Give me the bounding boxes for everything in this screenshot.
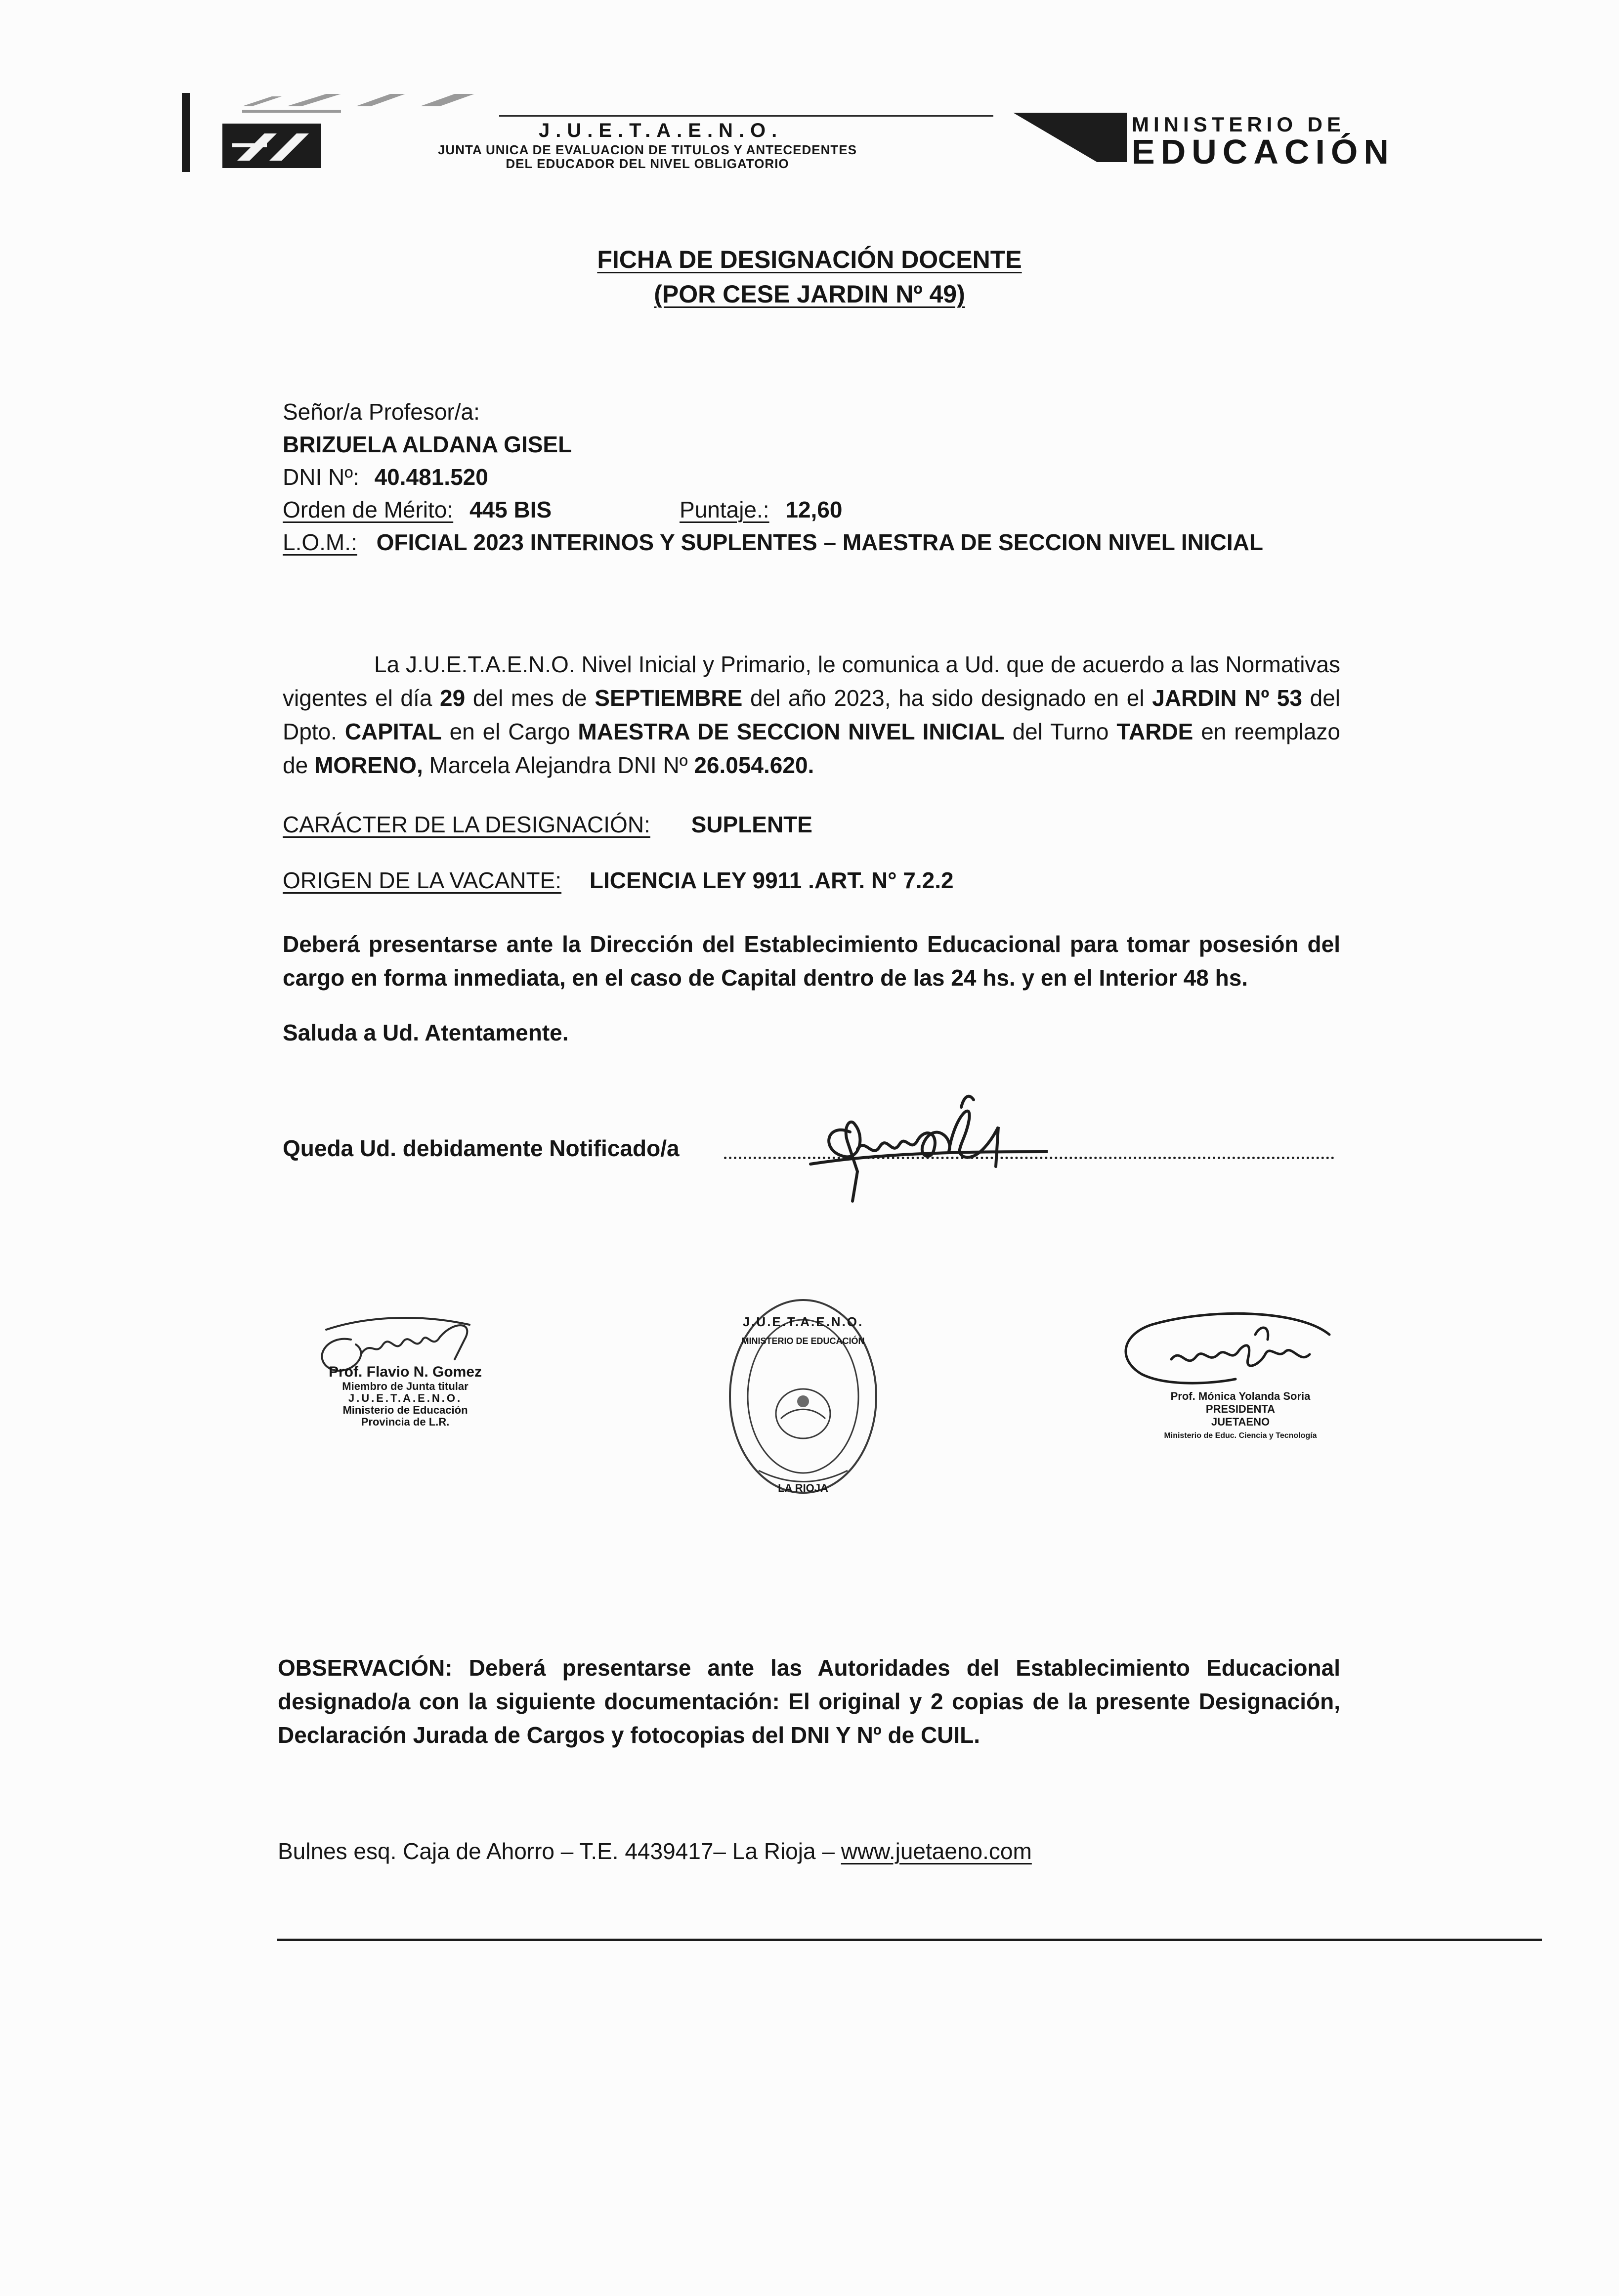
- observacion-text: Deberá presentarse ante las Autoridades del Establecimiento Educacional designado/a con la siguiente documentación: El original y 2 copias de la presente Designación, Declaración Jurada de Cargos y fotocopias del DNI Y Nº de CUIL.: [278, 1655, 1340, 1748]
- paragraph-text: del Dpto.: [283, 685, 1341, 744]
- origen-value: LICENCIA LEY 9911 .ART. N° 7.2.2: [589, 867, 954, 893]
- dni-label: DNI Nº:: [283, 464, 359, 490]
- ministry-arrow-icon: [1013, 113, 1127, 162]
- dni-row: [283, 461, 488, 493]
- ministry-line-1: MINISTERIO DE: [1132, 113, 1346, 136]
- footer-address: Bulnes esq. Caja de Ahorro – T.E. 4439417– La Rioja –: [278, 1838, 841, 1864]
- left-signer-title: Miembro de Junta titular: [342, 1380, 469, 1392]
- paragraph-text: en el Cargo: [441, 719, 578, 744]
- recipient-name: BRIZUELA ALDANA GISEL: [283, 432, 572, 457]
- header-subtitle-2: DEL EDUCADOR DEL NIVEL OBLIGATORIO: [506, 156, 789, 171]
- right-signer-title: PRESIDENTA: [1205, 1403, 1276, 1415]
- header-subtitle-1: JUNTA UNICA DE EVALUACION DE TITULOS Y ANTECEDENTES: [438, 142, 857, 157]
- official-seal: [719, 1295, 887, 1503]
- right-signature-block: [1112, 1305, 1344, 1463]
- left-signature-block: [297, 1310, 514, 1433]
- puntaje-row: [680, 493, 842, 526]
- orden-value: 445 BIS: [469, 497, 552, 522]
- left-signer-province: Provincia de L.R.: [361, 1416, 450, 1428]
- paragraph-text: del año 2023, ha sido designado en el: [742, 685, 1152, 711]
- origen-label: ORIGEN DE LA VACANTE:: [283, 867, 562, 893]
- letterhead: [178, 89, 1473, 173]
- right-signer-org: JUETAENO: [1211, 1416, 1270, 1428]
- header-acronym: J.U.E.T.A.E.N.O.: [539, 120, 783, 141]
- lom-label: L.O.M.:: [283, 529, 357, 555]
- recipient-signature-icon: [791, 1078, 1048, 1211]
- designation-turno: TARDE: [1116, 719, 1193, 744]
- left-signer-ministry: Ministerio de Educación: [342, 1404, 468, 1416]
- salutation: Señor/a Profesor/a:: [283, 399, 480, 425]
- paragraph-text: del mes de: [465, 685, 595, 711]
- puntaje-value: 12,60: [785, 497, 843, 522]
- caracter-row: [283, 808, 812, 841]
- paragraph-text: La J.U.E.T.A.E.N.O. Nivel Inicial y Primario, le comunica a Ud. que de acuerdo a las Normativas vigentes el día: [283, 651, 1340, 711]
- seal-bottom-text: LA RIOJA: [778, 1482, 828, 1494]
- designation-dpto: CAPITAL: [344, 719, 442, 744]
- seal-top-text: J.U.E.T.A.E.N.O.: [742, 1314, 864, 1329]
- reemplazo-apellido: MORENO,: [314, 752, 423, 778]
- right-signer-ministry: Ministerio de Educ. Ciencia y Tecnología: [1164, 1431, 1317, 1440]
- letterhead-bar: [182, 93, 190, 172]
- left-signer-org: J.U.E.T.A.E.N.O.: [348, 1392, 463, 1404]
- notificado-text: Queda Ud. debidamente Notificado/a: [283, 1135, 680, 1161]
- caracter-value: SUPLENTE: [691, 812, 812, 837]
- ministry-line-2: EDUCACIÓN: [1132, 132, 1395, 171]
- seal-ring-text: MINISTERIO DE EDUCACIÓN: [741, 1336, 865, 1346]
- origen-row: [283, 864, 954, 897]
- presentacion-paragraph: Deberá presentarse ante la Dirección del Establecimiento Educacional para tomar posesión del cargo en forma inmediata, en el caso de Capital dentro de las 24 hs. y en el Interior 48 hs.: [283, 931, 1340, 991]
- saluda-text: Saluda a Ud. Atentamente.: [283, 1020, 569, 1045]
- orden-row: [283, 493, 552, 526]
- orden-label: Orden de Mérito:: [283, 497, 454, 522]
- designation-month: SEPTIEMBRE: [595, 685, 743, 711]
- right-signer-name: Prof. Mónica Yolanda Soria: [1170, 1390, 1311, 1402]
- footer-website-link[interactable]: www.juetaeno.com: [841, 1838, 1032, 1864]
- dni-value: 40.481.520: [374, 464, 488, 490]
- paragraph-text: Marcela Alejandra DNI Nº: [423, 752, 694, 778]
- document-title: FICHA DE DESIGNACIÓN DOCENTE: [597, 246, 1022, 273]
- footer-contact: [278, 1835, 1032, 1867]
- designation-day: 29: [440, 685, 466, 711]
- lom-row: [283, 526, 1263, 559]
- footer-rule: [277, 1939, 1542, 1941]
- reemplazo-dni: 26.054.620.: [694, 752, 814, 778]
- paragraph-text: en reemplazo de: [283, 719, 1341, 778]
- observacion-paragraph: [278, 1651, 1340, 1752]
- caracter-label: CARÁCTER DE LA DESIGNACIÓN:: [283, 812, 650, 837]
- right-signature-icon: [1112, 1305, 1344, 1404]
- lom-value: OFICIAL 2023 INTERINOS Y SUPLENTES – MAESTRA DE SECCION NIVEL INICIAL: [376, 529, 1263, 555]
- document-subtitle: (POR CESE JARDIN Nº 49): [654, 280, 965, 308]
- designation-jardin: JARDIN Nº 53: [1152, 685, 1302, 711]
- designation-cargo: MAESTRA DE SECCION NIVEL INICIAL: [578, 719, 1005, 744]
- puntaje-label: Puntaje.:: [680, 497, 769, 522]
- header-rule: [499, 115, 993, 117]
- observacion-label: OBSERVACIÓN:: [278, 1655, 453, 1681]
- header-graphic-icon: [242, 89, 519, 116]
- left-signer-name: Prof. Flavio N. Gomez: [328, 1364, 482, 1380]
- main-paragraph: [283, 648, 1340, 782]
- juetaeno-logo-icon: [222, 124, 321, 168]
- paragraph-text: del Turno: [1004, 719, 1117, 744]
